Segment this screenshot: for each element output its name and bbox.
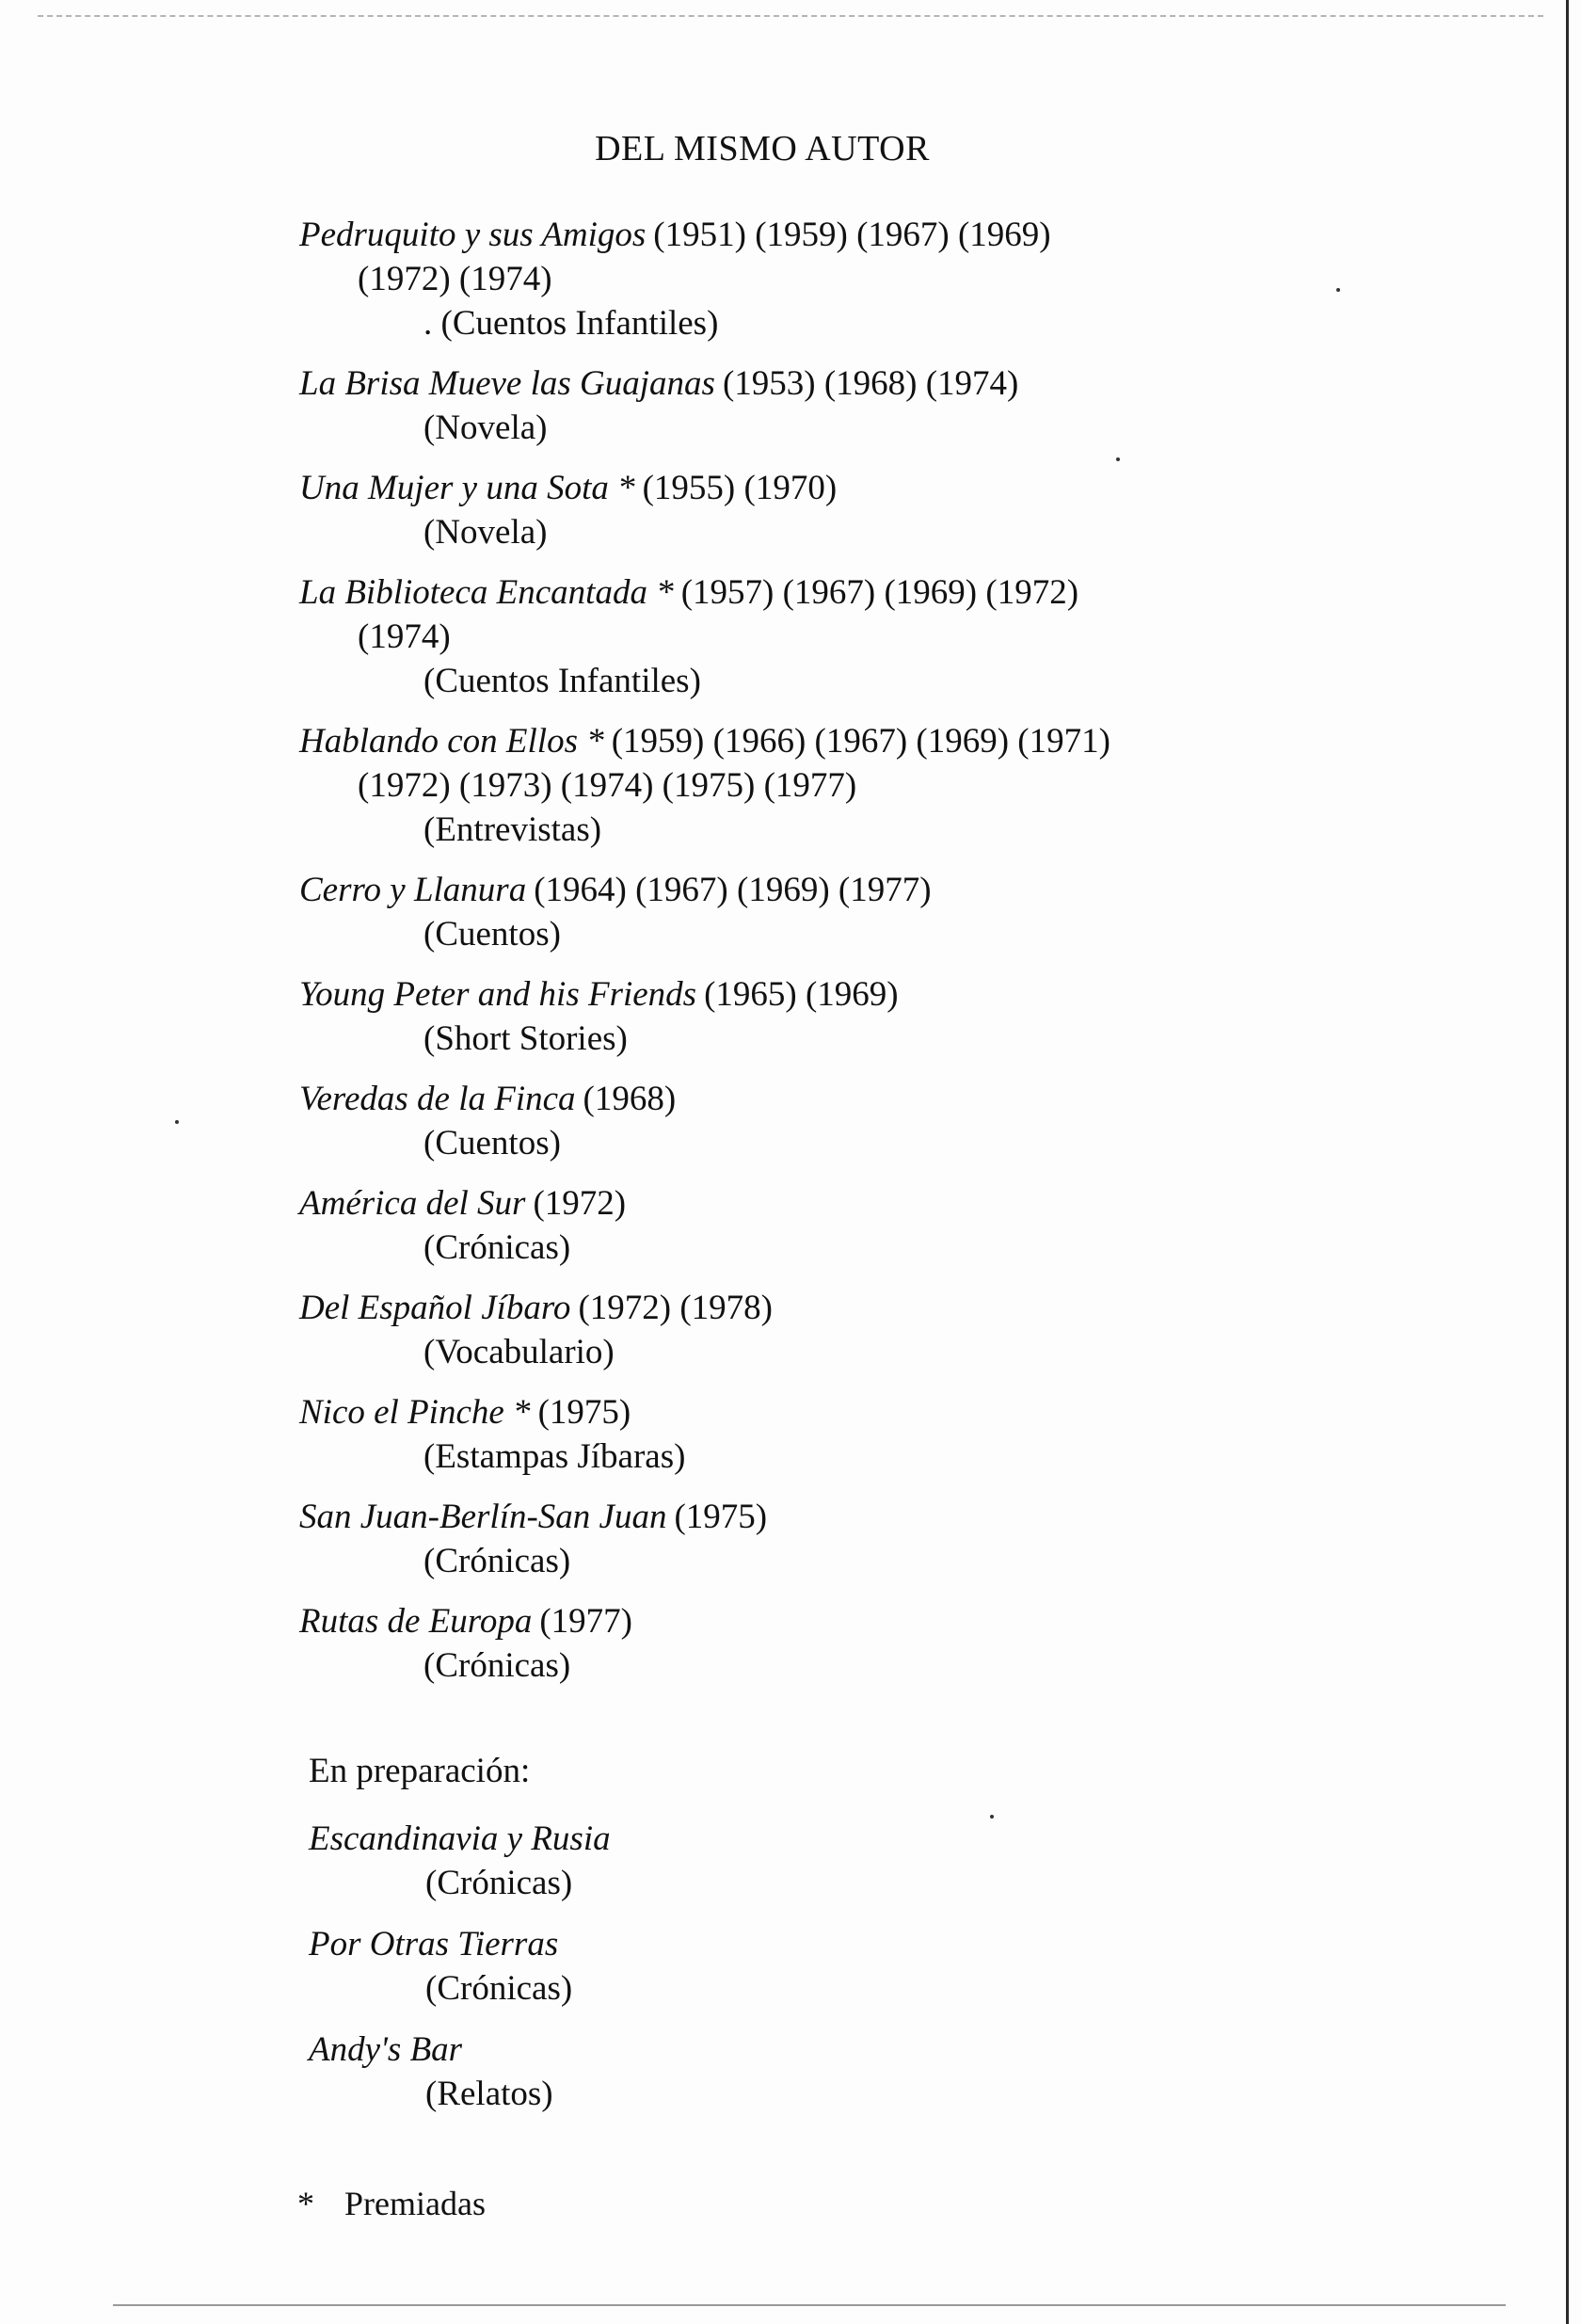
work-entry bbox=[299, 361, 1278, 450]
in-preparation-item bbox=[309, 2027, 1250, 2116]
work-entry bbox=[299, 719, 1278, 852]
work-genre: (Cuentos Infantiles) bbox=[423, 662, 701, 700]
work-genre: (Relatos) bbox=[425, 2075, 553, 2113]
work-years: (1968) bbox=[583, 1080, 677, 1118]
work-genre: (Entrevistas) bbox=[423, 810, 602, 849]
work-title: Young Peter and his Friends bbox=[299, 975, 697, 1014]
scan-speck bbox=[1336, 288, 1340, 292]
work-title: Cerro y Llanura bbox=[299, 871, 527, 909]
work-genre: . (Cuentos Infantiles) bbox=[423, 304, 719, 343]
work-genre: (Crónicas) bbox=[425, 1864, 573, 1902]
work-title: Escandinavia y Rusia bbox=[309, 1819, 611, 1858]
work-entry bbox=[299, 1181, 1278, 1270]
work-genre: (Cuentos) bbox=[423, 1124, 561, 1162]
work-title: San Juan-Berlín-San Juan bbox=[299, 1498, 667, 1536]
work-title: Por Otras Tierras bbox=[309, 1925, 559, 1963]
work-years: (1972) bbox=[533, 1184, 627, 1223]
work-title: Nico el Pinche * bbox=[299, 1393, 531, 1432]
in-preparation-item bbox=[309, 1817, 1250, 1905]
work-genre: (Cuentos) bbox=[423, 915, 561, 954]
work-title: América del Sur bbox=[299, 1184, 526, 1223]
work-genre: (Vocabulario) bbox=[423, 1333, 615, 1371]
work-years: (1964) (1967) (1969) (1977) bbox=[534, 871, 932, 909]
footnote-text: Premiadas bbox=[344, 2185, 486, 2222]
work-genre: (Estampas Jíbaras) bbox=[423, 1437, 686, 1476]
work-years-continued: (1972) (1973) (1974) (1975) (1977) bbox=[358, 766, 857, 805]
work-years: (1953) (1968) (1974) bbox=[722, 364, 1019, 403]
work-genre: (Novela) bbox=[423, 513, 548, 552]
work-entry bbox=[299, 1286, 1278, 1374]
work-entry bbox=[299, 1077, 1278, 1165]
work-title: Una Mujer y una Sota * bbox=[299, 469, 635, 507]
work-years: (1965) (1969) bbox=[704, 975, 899, 1014]
footnote-asterisk: * bbox=[297, 2185, 314, 2222]
work-entry bbox=[299, 570, 1278, 703]
work-years: (1951) (1959) (1967) (1969) bbox=[653, 216, 1051, 254]
work-years: (1957) (1967) (1969) (1972) bbox=[680, 573, 1079, 612]
work-years: (1977) bbox=[539, 1602, 632, 1641]
work-years: (1959) (1966) (1967) (1969) (1971) bbox=[611, 722, 1110, 761]
in-preparation-label: En preparación: bbox=[309, 1752, 531, 1790]
work-years-continued: (1974) bbox=[358, 617, 451, 656]
work-entry bbox=[299, 1495, 1278, 1583]
work-years-continued: (1972) (1974) bbox=[358, 260, 552, 298]
work-years: (1955) (1970) bbox=[642, 469, 838, 507]
scan-speck bbox=[175, 1120, 179, 1124]
in-preparation-item bbox=[309, 1922, 1250, 2011]
work-genre: (Crónicas) bbox=[425, 1969, 573, 2008]
page-title: DEL MISMO AUTOR bbox=[595, 129, 930, 168]
scan-edge-right bbox=[1566, 0, 1569, 2324]
work-title: Veredas de la Finca bbox=[299, 1080, 576, 1118]
work-entry bbox=[299, 972, 1278, 1061]
work-entry bbox=[299, 466, 1278, 554]
work-title: Del Español Jíbaro bbox=[299, 1289, 571, 1327]
work-entry bbox=[299, 868, 1278, 956]
work-genre: (Short Stories) bbox=[423, 1019, 628, 1058]
scan-edge-top bbox=[38, 15, 1543, 17]
work-years: (1975) bbox=[674, 1498, 768, 1536]
scan-edge-bottom bbox=[113, 2304, 1506, 2306]
work-genre: (Crónicas) bbox=[423, 1542, 571, 1580]
works-list bbox=[299, 213, 1278, 1704]
work-years: (1975) bbox=[537, 1393, 631, 1432]
footnote bbox=[297, 2182, 486, 2225]
work-genre: (Novela) bbox=[423, 409, 548, 447]
work-title: La Brisa Mueve las Guajanas bbox=[299, 364, 715, 403]
work-genre: (Crónicas) bbox=[423, 1646, 571, 1685]
work-title: Hablando con Ellos * bbox=[299, 722, 604, 761]
work-entry bbox=[299, 1599, 1278, 1688]
work-entry bbox=[299, 213, 1278, 345]
work-genre: (Crónicas) bbox=[423, 1228, 571, 1267]
in-preparation-list bbox=[309, 1817, 1250, 2133]
work-title: Andy's Bar bbox=[309, 2030, 463, 2069]
work-title: Rutas de Europa bbox=[299, 1602, 533, 1641]
work-title: Pedruquito y sus Amigos bbox=[299, 216, 647, 254]
work-title: La Biblioteca Encantada * bbox=[299, 573, 674, 612]
work-entry bbox=[299, 1390, 1278, 1479]
work-years: (1972) (1978) bbox=[578, 1289, 773, 1327]
